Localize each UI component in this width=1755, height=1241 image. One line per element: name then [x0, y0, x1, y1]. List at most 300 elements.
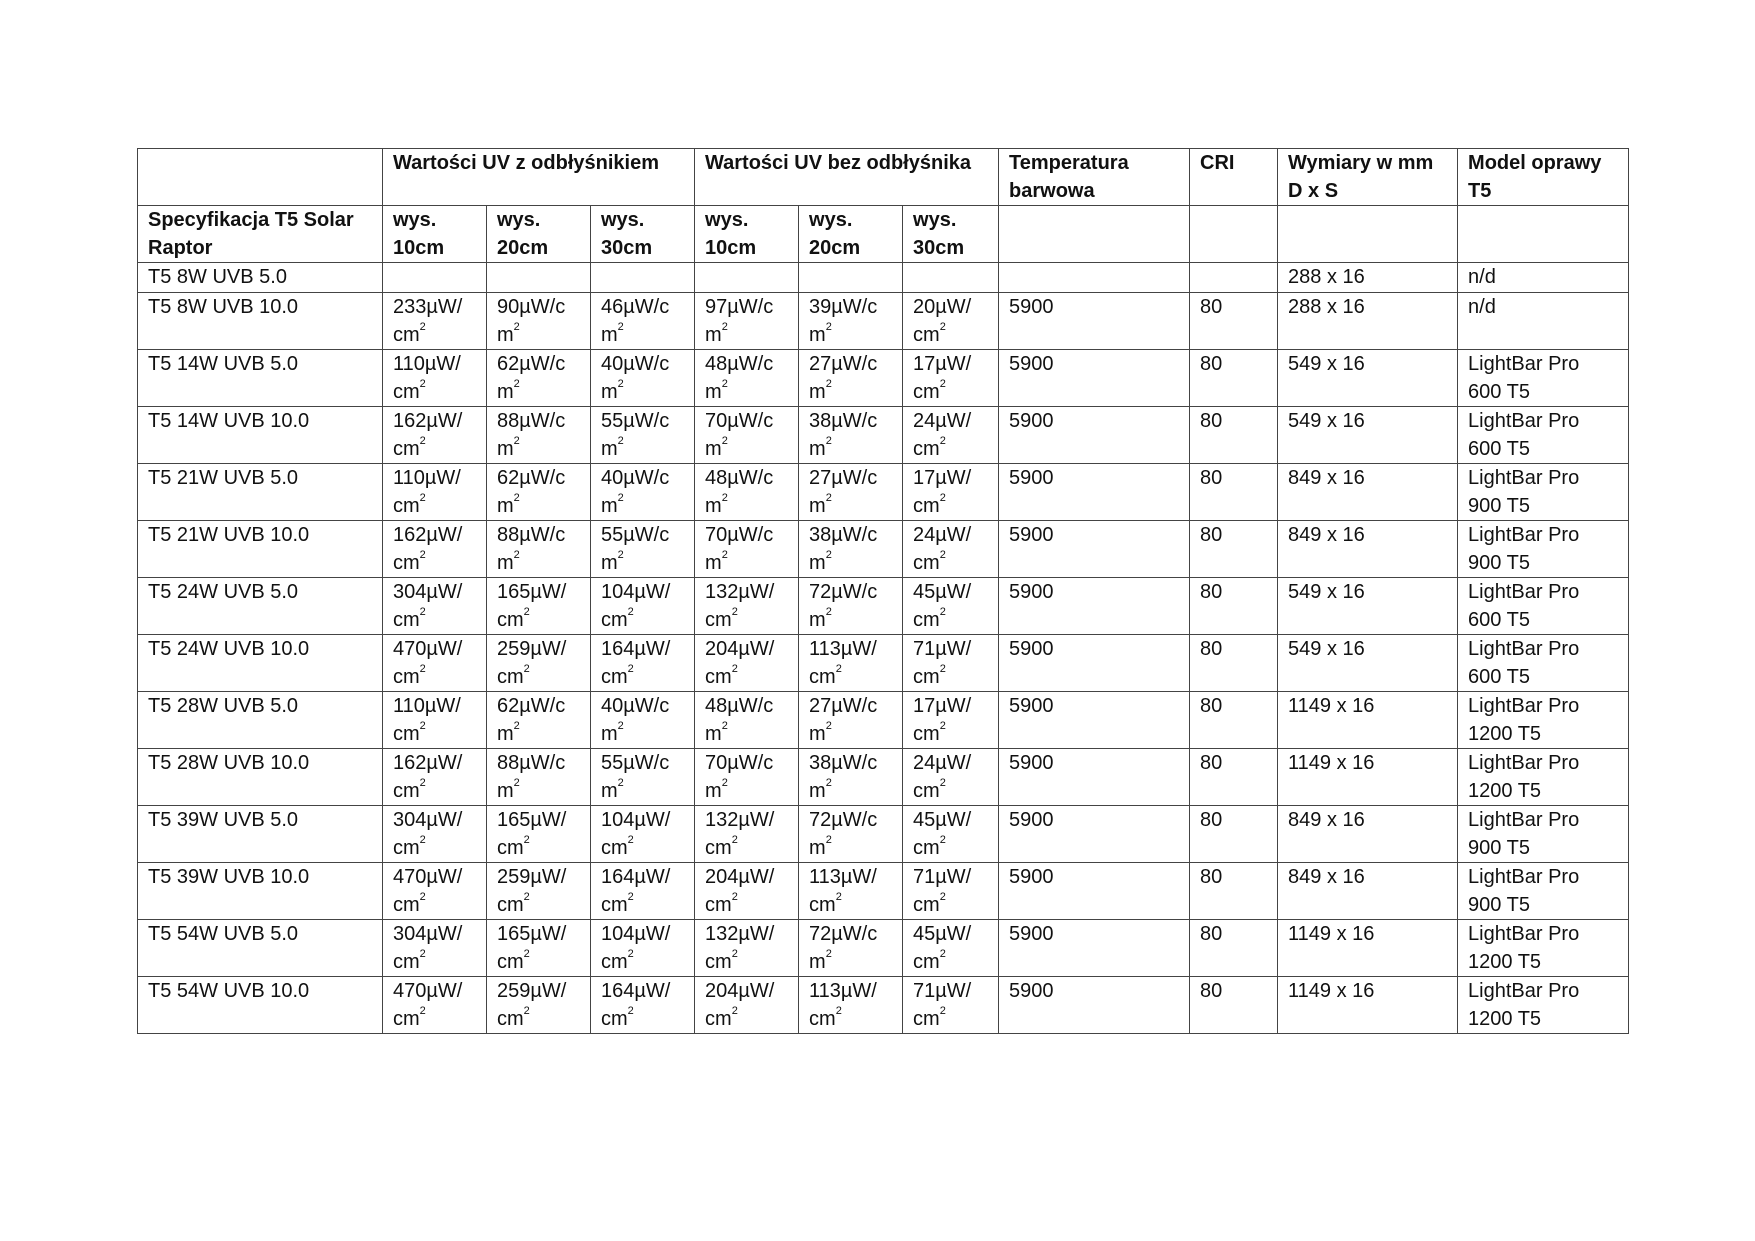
table-row [138, 464, 1629, 521]
header-uv-with-reflector-text: Wartości UV z odbłyśnikiem [393, 152, 659, 174]
unit-superscript: 2 [523, 834, 530, 847]
uv-unit-text: cm [393, 609, 420, 631]
color-temp-value: 5900 [1009, 410, 1054, 432]
uv-value-cell [383, 293, 487, 350]
uv-value-cell [383, 407, 487, 464]
uv-value-line1: 304µW/ [393, 923, 463, 945]
unit-superscript: 2 [939, 321, 946, 334]
uv-value-cell [903, 692, 999, 749]
uv-value-line2 [809, 948, 902, 976]
uv-value-cell [799, 977, 903, 1034]
cri-cell [1190, 350, 1278, 407]
fixture-model-line: 900 T5 [1468, 837, 1530, 859]
uv-value-cell [799, 806, 903, 863]
uv-unit-text: cm [601, 1008, 628, 1030]
color-temp-value: 5900 [1009, 353, 1054, 375]
unit-superscript: 2 [825, 606, 832, 619]
uv-value-line2 [497, 948, 590, 976]
uv-value-line1: 88µW/c [497, 524, 566, 546]
uv-value-line1: 132µW/ [705, 923, 775, 945]
header-height-cell [799, 206, 903, 263]
header-fixture-model-line2: T5 [1468, 180, 1492, 202]
header-spec-label-line1: Specyfikacja T5 Solar [148, 209, 354, 231]
fixture-model-line: 900 T5 [1468, 495, 1530, 517]
header-empty-cell [138, 149, 383, 206]
dimensions-cell [1278, 521, 1458, 578]
uv-value-line1: 17µW/ [913, 695, 972, 717]
cri-value: 80 [1200, 980, 1223, 1002]
dimensions-cell [1278, 293, 1458, 350]
uv-value-line1: 45µW/ [913, 923, 972, 945]
uv-value-line2 [913, 777, 998, 805]
color-temp-value: 5900 [1009, 809, 1054, 831]
header-uv-without-reflector [695, 149, 999, 206]
dimensions-cell [1278, 578, 1458, 635]
header-color-temp-line2: barwowa [1009, 180, 1095, 202]
uv-unit-text: cm [913, 495, 940, 517]
uv-unit-text: cm [705, 894, 732, 916]
unit-superscript: 2 [523, 606, 530, 619]
uv-unit-text: cm [393, 381, 420, 403]
unit-superscript: 2 [617, 378, 624, 391]
uv-unit-text: cm [809, 894, 836, 916]
uv-value-cell [591, 863, 695, 920]
fixture-model-line: 600 T5 [1468, 666, 1530, 688]
unit-superscript: 2 [617, 492, 624, 505]
uv-value-line2 [393, 606, 486, 634]
unit-superscript: 2 [939, 720, 946, 733]
uv-value-line1: 62µW/c [497, 353, 566, 375]
uv-value-line1: 20µW/ [913, 296, 972, 318]
uv-value-cell [591, 692, 695, 749]
uv-unit-text: m [809, 609, 826, 631]
uv-value-line1: 46µW/c [601, 296, 670, 318]
uv-value-line2 [705, 321, 798, 349]
unit-superscript: 2 [731, 663, 738, 676]
uv-value-cell [591, 350, 695, 407]
uv-unit-text: cm [601, 951, 628, 973]
unit-superscript: 2 [721, 378, 728, 391]
uv-unit-text: cm [601, 666, 628, 688]
uv-value-line1: 27µW/c [809, 353, 878, 375]
fixture-model-line: 900 T5 [1468, 552, 1530, 574]
uv-unit-text: cm [913, 837, 940, 859]
uv-value-cell [695, 350, 799, 407]
unit-superscript: 2 [419, 321, 426, 334]
header-uv-without-reflector-text: Wartości UV bez odbłyśnika [705, 152, 972, 174]
unit-superscript: 2 [939, 435, 946, 448]
uv-value-line1: 48µW/c [705, 353, 774, 375]
uv-value-line1: 164µW/ [601, 638, 671, 660]
unit-superscript: 2 [939, 549, 946, 562]
uv-value-line2 [601, 606, 694, 634]
uv-value-line2 [393, 378, 486, 406]
uv-value-cell [695, 293, 799, 350]
unit-superscript: 2 [513, 720, 520, 733]
uv-unit-text: cm [601, 837, 628, 859]
uv-value-cell [903, 863, 999, 920]
uv-value-cell [903, 749, 999, 806]
unit-superscript: 2 [617, 435, 624, 448]
header-height-line1: wys. [393, 209, 437, 231]
lamp-name-cell [138, 464, 383, 521]
lamp-name-cell [138, 977, 383, 1034]
uv-value-line1: 165µW/ [497, 581, 567, 603]
table-row [138, 977, 1629, 1034]
uv-value-cell [903, 350, 999, 407]
unit-superscript: 2 [939, 891, 946, 904]
unit-superscript: 2 [731, 891, 738, 904]
uv-unit-text: cm [601, 609, 628, 631]
header-height-line2: 10cm [705, 237, 757, 259]
uv-value-cell [383, 692, 487, 749]
header-height-line2: 20cm [809, 237, 861, 259]
dimensions-value: 288 x 16 [1288, 296, 1365, 318]
uv-unit-text: cm [393, 324, 420, 346]
uv-unit-text: cm [913, 1008, 940, 1030]
unit-superscript: 2 [513, 435, 520, 448]
lamp-name: T5 24W UVB 5.0 [148, 581, 299, 603]
color-temp-cell [999, 578, 1190, 635]
unit-superscript: 2 [825, 777, 832, 790]
lamp-name: T5 8W UVB 10.0 [148, 296, 299, 318]
uv-value-cell [383, 350, 487, 407]
color-temp-cell [999, 692, 1190, 749]
uv-unit-text: m [601, 495, 618, 517]
header-height-line2: 20cm [497, 237, 549, 259]
lamp-name-cell [138, 635, 383, 692]
unit-superscript: 2 [939, 948, 946, 961]
color-temp-value: 5900 [1009, 695, 1054, 717]
uv-value-cell [383, 464, 487, 521]
uv-value-line1: 62µW/c [497, 695, 566, 717]
uv-value-line1: 233µW/ [393, 296, 463, 318]
unit-superscript: 2 [513, 321, 520, 334]
uv-value-line1: 40µW/c [601, 467, 670, 489]
fixture-model-line: LightBar Pro [1468, 752, 1580, 774]
header-empty-cell [1458, 206, 1629, 263]
dimensions-value: 1149 x 16 [1288, 923, 1375, 945]
color-temp-cell [999, 806, 1190, 863]
dimensions-cell [1278, 350, 1458, 407]
uv-value-line1: 88µW/c [497, 410, 566, 432]
uv-value-line1: 470µW/ [393, 866, 463, 888]
uv-value-line2 [393, 720, 486, 748]
uv-value-line1: 259µW/ [497, 980, 567, 1002]
uv-unit-text: cm [497, 666, 524, 688]
unit-superscript: 2 [939, 378, 946, 391]
uv-value-line1: 17µW/ [913, 353, 972, 375]
uv-value-line2 [601, 321, 694, 349]
uv-value-line2 [913, 492, 998, 520]
fixture-model-cell [1458, 635, 1629, 692]
uv-value-line1: 27µW/c [809, 695, 878, 717]
header-height-line1: wys. [809, 209, 853, 231]
uv-value-line2 [393, 492, 486, 520]
uv-unit-text: cm [393, 894, 420, 916]
unit-superscript: 2 [627, 1005, 634, 1018]
lamp-name-cell [138, 263, 383, 293]
header-height-cell [695, 206, 799, 263]
uv-value-cell [591, 521, 695, 578]
fixture-model-cell [1458, 263, 1629, 293]
unit-superscript: 2 [419, 549, 426, 562]
unit-superscript: 2 [523, 948, 530, 961]
uv-value-line1: 71µW/ [913, 866, 972, 888]
header-dimensions [1278, 149, 1458, 206]
uv-value-line2 [913, 948, 998, 976]
uv-value-line1: 110µW/ [393, 695, 461, 717]
uv-value-cell [383, 749, 487, 806]
uv-unit-text: m [497, 552, 514, 574]
uv-value-line2 [913, 606, 998, 634]
uv-value-line1: 164µW/ [601, 980, 671, 1002]
uv-value-line2 [497, 435, 590, 463]
uv-value-line2 [601, 777, 694, 805]
uv-value-line1: 48µW/c [705, 695, 774, 717]
fixture-model-cell [1458, 749, 1629, 806]
uv-value-cell [383, 920, 487, 977]
uv-value-line1: 104µW/ [601, 581, 671, 603]
uv-value-cell [695, 863, 799, 920]
unit-superscript: 2 [523, 891, 530, 904]
uv-value-line2 [705, 834, 798, 862]
uv-value-line2 [393, 1005, 486, 1033]
unit-superscript: 2 [835, 891, 842, 904]
uv-value-cell [799, 464, 903, 521]
unit-superscript: 2 [627, 948, 634, 961]
uv-value-cell [383, 578, 487, 635]
uv-value-line1: 132µW/ [705, 581, 775, 603]
uv-value-line1: 72µW/c [809, 581, 878, 603]
color-temp-cell [999, 863, 1190, 920]
dimensions-cell [1278, 692, 1458, 749]
uv-unit-text: cm [809, 1008, 836, 1030]
unit-superscript: 2 [419, 435, 426, 448]
uv-value-line2 [913, 435, 998, 463]
uv-value-cell [591, 407, 695, 464]
fixture-model-line: 600 T5 [1468, 609, 1530, 631]
lamp-name-cell [138, 692, 383, 749]
uv-value-cell [799, 293, 903, 350]
header-height-line2: 30cm [913, 237, 965, 259]
uv-unit-text: m [601, 381, 618, 403]
fixture-model-cell [1458, 521, 1629, 578]
cri-value: 80 [1200, 467, 1223, 489]
uv-value-line1: 55µW/c [601, 524, 670, 546]
uv-unit-text: m [705, 723, 722, 745]
uv-value-line2 [601, 492, 694, 520]
uv-value-cell [487, 920, 591, 977]
dimensions-cell [1278, 806, 1458, 863]
uv-value-cell [487, 293, 591, 350]
cri-value: 80 [1200, 581, 1223, 603]
color-temp-value: 5900 [1009, 524, 1054, 546]
unit-superscript: 2 [419, 720, 426, 733]
cri-cell [1190, 407, 1278, 464]
uv-unit-text: m [809, 495, 826, 517]
lamp-name-cell [138, 293, 383, 350]
uv-value-line1: 70µW/c [705, 524, 774, 546]
uv-unit-text: m [809, 723, 826, 745]
uv-value-line2 [393, 663, 486, 691]
table-row [138, 407, 1629, 464]
unit-superscript: 2 [939, 492, 946, 505]
uv-value-cell [903, 293, 999, 350]
uv-value-cell [799, 263, 903, 293]
uv-value-cell [487, 464, 591, 521]
uv-value-line2 [393, 948, 486, 976]
table-row [138, 521, 1629, 578]
uv-unit-text: m [705, 552, 722, 574]
uv-value-line1: 27µW/c [809, 467, 878, 489]
uv-value-cell [487, 863, 591, 920]
dimensions-cell [1278, 635, 1458, 692]
uv-value-cell [487, 977, 591, 1034]
color-temp-cell [999, 920, 1190, 977]
cri-value: 80 [1200, 524, 1223, 546]
uv-value-cell [903, 920, 999, 977]
fixture-model-cell [1458, 920, 1629, 977]
cri-cell [1190, 806, 1278, 863]
uv-unit-text: cm [913, 951, 940, 973]
fixture-model-cell [1458, 692, 1629, 749]
uv-value-line2 [601, 663, 694, 691]
uv-unit-text: cm [393, 666, 420, 688]
uv-unit-text: cm [913, 324, 940, 346]
header-height-line1: wys. [913, 209, 957, 231]
header-spec-label [138, 206, 383, 263]
uv-value-line1: 162µW/ [393, 524, 463, 546]
uv-value-line1: 304µW/ [393, 581, 463, 603]
dimensions-value: 549 x 16 [1288, 353, 1365, 375]
uv-value-line2 [497, 492, 590, 520]
unit-superscript: 2 [825, 834, 832, 847]
lamp-name: T5 14W UVB 5.0 [148, 353, 299, 375]
uv-value-line2 [809, 1005, 902, 1033]
header-empty-cell [1278, 206, 1458, 263]
cri-cell [1190, 578, 1278, 635]
uv-value-line1: 39µW/c [809, 296, 878, 318]
color-temp-value: 5900 [1009, 638, 1054, 660]
dimensions-value: 1149 x 16 [1288, 752, 1375, 774]
uv-value-cell [695, 749, 799, 806]
uv-value-line1: 70µW/c [705, 752, 774, 774]
unit-superscript: 2 [939, 777, 946, 790]
uv-value-cell [591, 635, 695, 692]
lamp-name-cell [138, 578, 383, 635]
uv-unit-text: cm [497, 951, 524, 973]
fixture-model-line: LightBar Pro [1468, 980, 1580, 1002]
color-temp-value: 5900 [1009, 752, 1054, 774]
color-temp-value: 5900 [1009, 296, 1054, 318]
fixture-model-cell [1458, 464, 1629, 521]
unit-superscript: 2 [721, 720, 728, 733]
header-fixture-model [1458, 149, 1629, 206]
uv-value-cell [383, 977, 487, 1034]
unit-superscript: 2 [513, 777, 520, 790]
uv-value-line2 [705, 777, 798, 805]
uv-value-line1: 24µW/ [913, 410, 972, 432]
uv-value-line1: 38µW/c [809, 524, 878, 546]
uv-value-line1: 110µW/ [393, 353, 461, 375]
unit-superscript: 2 [939, 1005, 946, 1018]
uv-value-cell [695, 263, 799, 293]
header-height-cell [383, 206, 487, 263]
fixture-model-line: 900 T5 [1468, 894, 1530, 916]
unit-superscript: 2 [419, 492, 426, 505]
uv-value-line2 [601, 720, 694, 748]
uv-unit-text: cm [913, 552, 940, 574]
uv-value-line1: 45µW/ [913, 581, 972, 603]
uv-unit-text: cm [497, 837, 524, 859]
lamp-name: T5 8W UVB 5.0 [148, 266, 287, 288]
unit-superscript: 2 [419, 378, 426, 391]
uv-value-cell [591, 464, 695, 521]
uv-unit-text: cm [393, 780, 420, 802]
uv-unit-text: cm [393, 1008, 420, 1030]
uv-value-line1: 162µW/ [393, 410, 463, 432]
uv-unit-text: m [705, 780, 722, 802]
unit-superscript: 2 [523, 663, 530, 676]
unit-superscript: 2 [627, 834, 634, 847]
fixture-model-line: LightBar Pro [1468, 809, 1580, 831]
table-row [138, 635, 1629, 692]
uv-value-line1: 165µW/ [497, 923, 567, 945]
spec-table [137, 148, 1629, 1034]
table-row [138, 920, 1629, 977]
uv-value-line1: 55µW/c [601, 410, 670, 432]
color-temp-cell [999, 635, 1190, 692]
lamp-name: T5 39W UVB 5.0 [148, 809, 299, 831]
uv-unit-text: m [497, 780, 514, 802]
unit-superscript: 2 [731, 948, 738, 961]
uv-unit-text: cm [913, 609, 940, 631]
uv-unit-text: m [601, 552, 618, 574]
uv-value-cell [695, 635, 799, 692]
uv-unit-text: cm [497, 1008, 524, 1030]
dimensions-value: 849 x 16 [1288, 866, 1365, 888]
unit-superscript: 2 [617, 777, 624, 790]
uv-value-cell [799, 863, 903, 920]
color-temp-cell [999, 350, 1190, 407]
uv-value-line1: 104µW/ [601, 809, 671, 831]
unit-superscript: 2 [825, 948, 832, 961]
uv-value-line1: 71µW/ [913, 638, 972, 660]
uv-value-line2 [497, 321, 590, 349]
uv-value-line2 [393, 321, 486, 349]
uv-value-line2 [705, 378, 798, 406]
uv-value-line1: 113µW/ [809, 866, 877, 888]
uv-value-line2 [497, 549, 590, 577]
uv-unit-text: cm [913, 381, 940, 403]
uv-unit-text: cm [393, 438, 420, 460]
fixture-model-line: 1200 T5 [1468, 780, 1542, 802]
uv-value-line1: 470µW/ [393, 638, 463, 660]
uv-value-line2 [497, 777, 590, 805]
unit-superscript: 2 [419, 777, 426, 790]
uv-unit-text: m [601, 780, 618, 802]
uv-unit-text: m [809, 381, 826, 403]
unit-superscript: 2 [627, 891, 634, 904]
uv-value-line2 [809, 549, 902, 577]
uv-value-cell [799, 350, 903, 407]
lamp-name-cell [138, 749, 383, 806]
uv-value-line1: 72µW/c [809, 809, 878, 831]
header-color-temp [999, 149, 1190, 206]
uv-value-line1: 470µW/ [393, 980, 463, 1002]
unit-superscript: 2 [835, 1005, 842, 1018]
